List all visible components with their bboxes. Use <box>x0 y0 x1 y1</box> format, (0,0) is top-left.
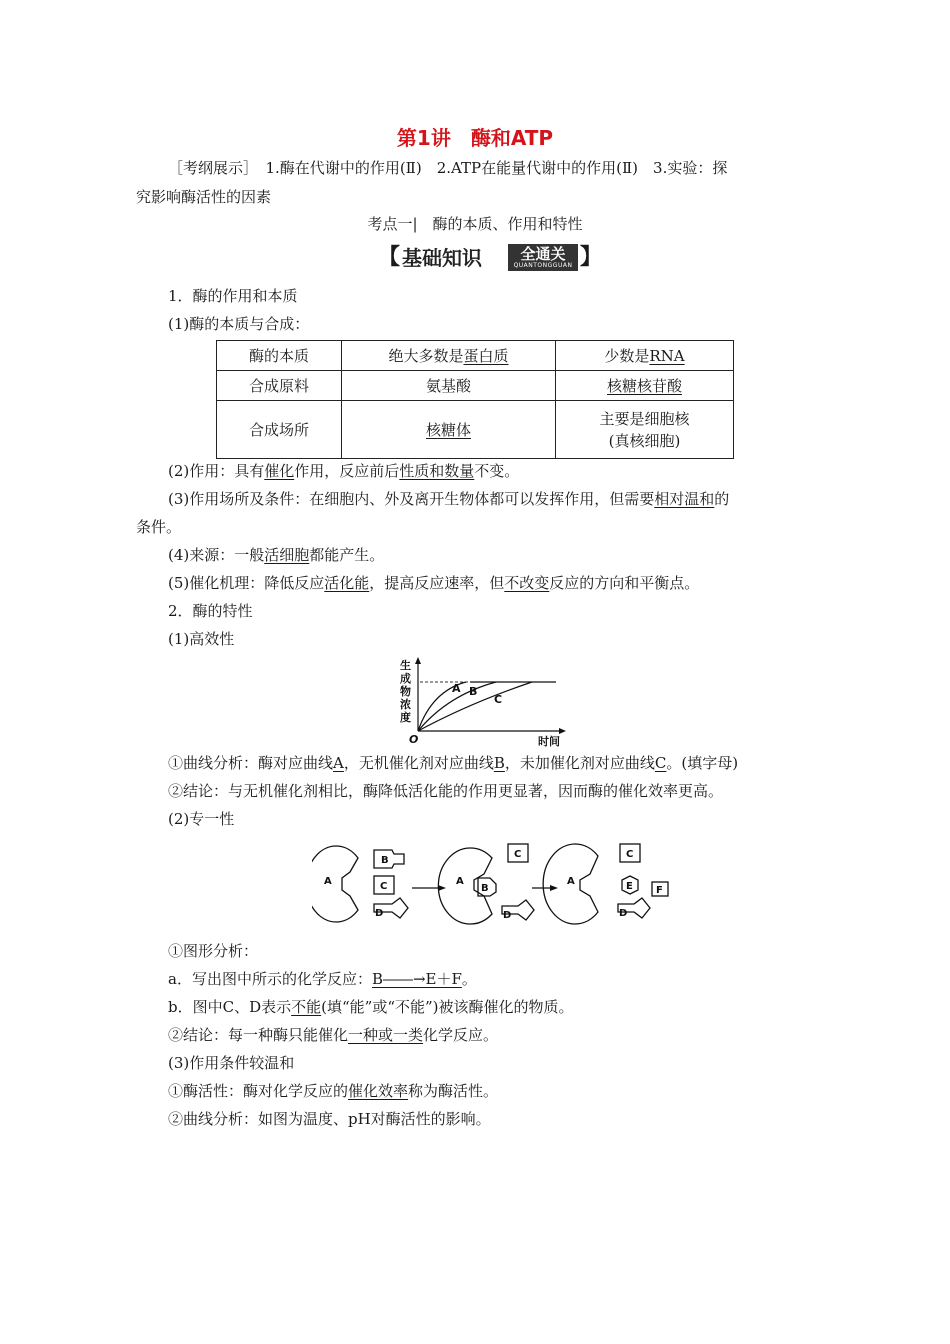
cell-answer: 氨基酸 <box>425 376 471 395</box>
para-location: (3)作用场所及条件：在细胞内、外及离开生物体都可以发挥作用，但需要相对温和的 <box>168 490 730 508</box>
enzyme-a-shape <box>312 846 358 922</box>
table-cell: 酶的本质 <box>217 341 342 371</box>
table-row <box>217 341 734 371</box>
diagram-analysis-b: b．图中C、D表示不能(填“能”或“不能”)被该酶催化的物质。 <box>168 998 574 1016</box>
diagram-label-d-2: D <box>503 910 512 921</box>
graph-curve-label: C <box>494 693 503 706</box>
table-cell: 合成场所 <box>217 401 342 459</box>
diagram-label-a: A <box>324 876 332 887</box>
diagram-label-c-3: C <box>626 849 634 860</box>
graph-origin: O <box>409 733 419 746</box>
banner-badge <box>508 244 578 271</box>
cell-text: (真核细胞) <box>608 431 681 450</box>
diagram-conclusion: ②结论：每一种酶只能催化一种或一类化学反应。 <box>168 1026 499 1044</box>
diagram-label-c: C <box>380 881 388 892</box>
diagram-analysis-a: a．写出图中所示的化学反应：B――→E＋F。 <box>168 970 477 988</box>
banner-text: 基础知识 <box>402 246 482 270</box>
enzyme-activity-def: ①酶活性：酶对化学反应的催化效率称为酶活性。 <box>168 1082 499 1100</box>
arrow-head-2 <box>550 885 558 891</box>
cell-answer: 核糖体 <box>425 420 471 439</box>
curve-analysis: ①曲线分析：酶对应曲线A，无机催化剂对应曲线B，未加催化剂对应曲线C。(填字母) <box>168 754 739 772</box>
table-cell <box>342 401 556 459</box>
diagram-label-d-3: D <box>619 908 628 919</box>
graph-x-arrow <box>559 728 566 734</box>
efficiency-graph <box>400 655 570 747</box>
diagram-analysis-heading: ①图形分析： <box>168 942 259 960</box>
section-2-heading: 2．酶的特性 <box>168 602 253 620</box>
diagram-label-b: B <box>381 855 389 866</box>
section-2-sub-1: (1)高效性 <box>168 630 235 648</box>
cell-text: 主要是细胞核 <box>599 409 690 428</box>
section-1-sub-1: (1)酶的本质与合成： <box>168 315 310 333</box>
graph-curve-label: B <box>469 685 478 698</box>
table-row <box>217 371 734 401</box>
table-cell <box>342 371 556 401</box>
banner-bracket-left: 【 <box>378 245 401 270</box>
graph-ylabel-char: 生 <box>400 659 411 672</box>
page-title: 第1讲 酶和ATP <box>396 126 554 150</box>
diagram-label-c-2: C <box>514 849 522 860</box>
para-source: (4)来源：一般活细胞都能产生。 <box>168 546 385 564</box>
syllabus-line-2: 究影响酶活性的因素 <box>136 188 272 206</box>
table-row <box>217 401 734 459</box>
diagram-label-b-2: B <box>481 883 489 894</box>
graph-xlabel: 时间 <box>538 735 560 747</box>
table-cell: 合成原料 <box>217 371 342 401</box>
enzyme-activity-curve: ②曲线分析：如图为温度、pH对酶活性的影响。 <box>168 1110 491 1128</box>
table-cell <box>556 371 734 401</box>
graph-ylabel-char: 成 <box>400 672 411 685</box>
table-cell <box>342 341 556 371</box>
para-mechanism: (5)催化机理：降低反应活化能，提高反应速率，但不改变反应的方向和平衡点。 <box>168 574 700 592</box>
graph-y-arrow <box>415 657 421 664</box>
graph-ylabel-char: 物 <box>400 685 411 698</box>
section-2-sub-2: (2)专一性 <box>168 810 235 828</box>
substrate-b-shape <box>374 850 404 868</box>
topic-heading: 考点一| 酶的本质、作用和特性 <box>367 215 583 233</box>
diagram-label-f: F <box>656 885 663 896</box>
banner-bracket-right: 】 <box>580 245 603 270</box>
banner-badge-small: QUANTONGGUAN <box>513 262 573 269</box>
para-function: (2)作用：具有催化作用，反应前后性质和数量不变。 <box>168 462 520 480</box>
graph-curve-label: A <box>452 682 461 695</box>
cell-text: 绝大多数是 <box>388 346 464 365</box>
syllabus-line-1: ［考纲展示］ 1.酶在代谢中的作用(Ⅱ) 2.ATP在能量代谢中的作用(Ⅱ) 3.实验：探 <box>168 159 728 177</box>
section-banner <box>378 243 603 273</box>
banner-badge-text: 全通关 <box>520 245 566 263</box>
table-cell <box>556 401 734 459</box>
enzyme-nature-table <box>216 340 734 459</box>
cell-answer: 蛋白质 <box>463 346 509 365</box>
section-1-heading: 1．酶的作用和本质 <box>168 287 298 305</box>
diagram-label-e: E <box>626 881 633 892</box>
graph-ylabel-char: 度 <box>400 711 411 724</box>
diagram-label-a-3: A <box>567 876 575 887</box>
diagram-label-a-2: A <box>456 876 464 887</box>
section-2-sub-3: (3)作用条件较温和 <box>168 1054 295 1072</box>
curve-conclusion: ②结论：与无机催化剂相比，酶降低活化能的作用更显著，因而酶的催化效率更高。 <box>168 782 724 800</box>
cell-answer: 核糖核苷酸 <box>606 376 682 395</box>
graph-ylabel-char: 浓 <box>400 698 411 711</box>
specificity-diagram <box>312 838 672 930</box>
para-location-cont: 条件。 <box>136 518 182 536</box>
cell-text: 少数是 <box>604 346 650 365</box>
cell-answer: RNA <box>649 346 685 365</box>
table-cell <box>556 341 734 371</box>
diagram-label-d: D <box>375 908 384 919</box>
arrow-head-1 <box>438 885 446 891</box>
